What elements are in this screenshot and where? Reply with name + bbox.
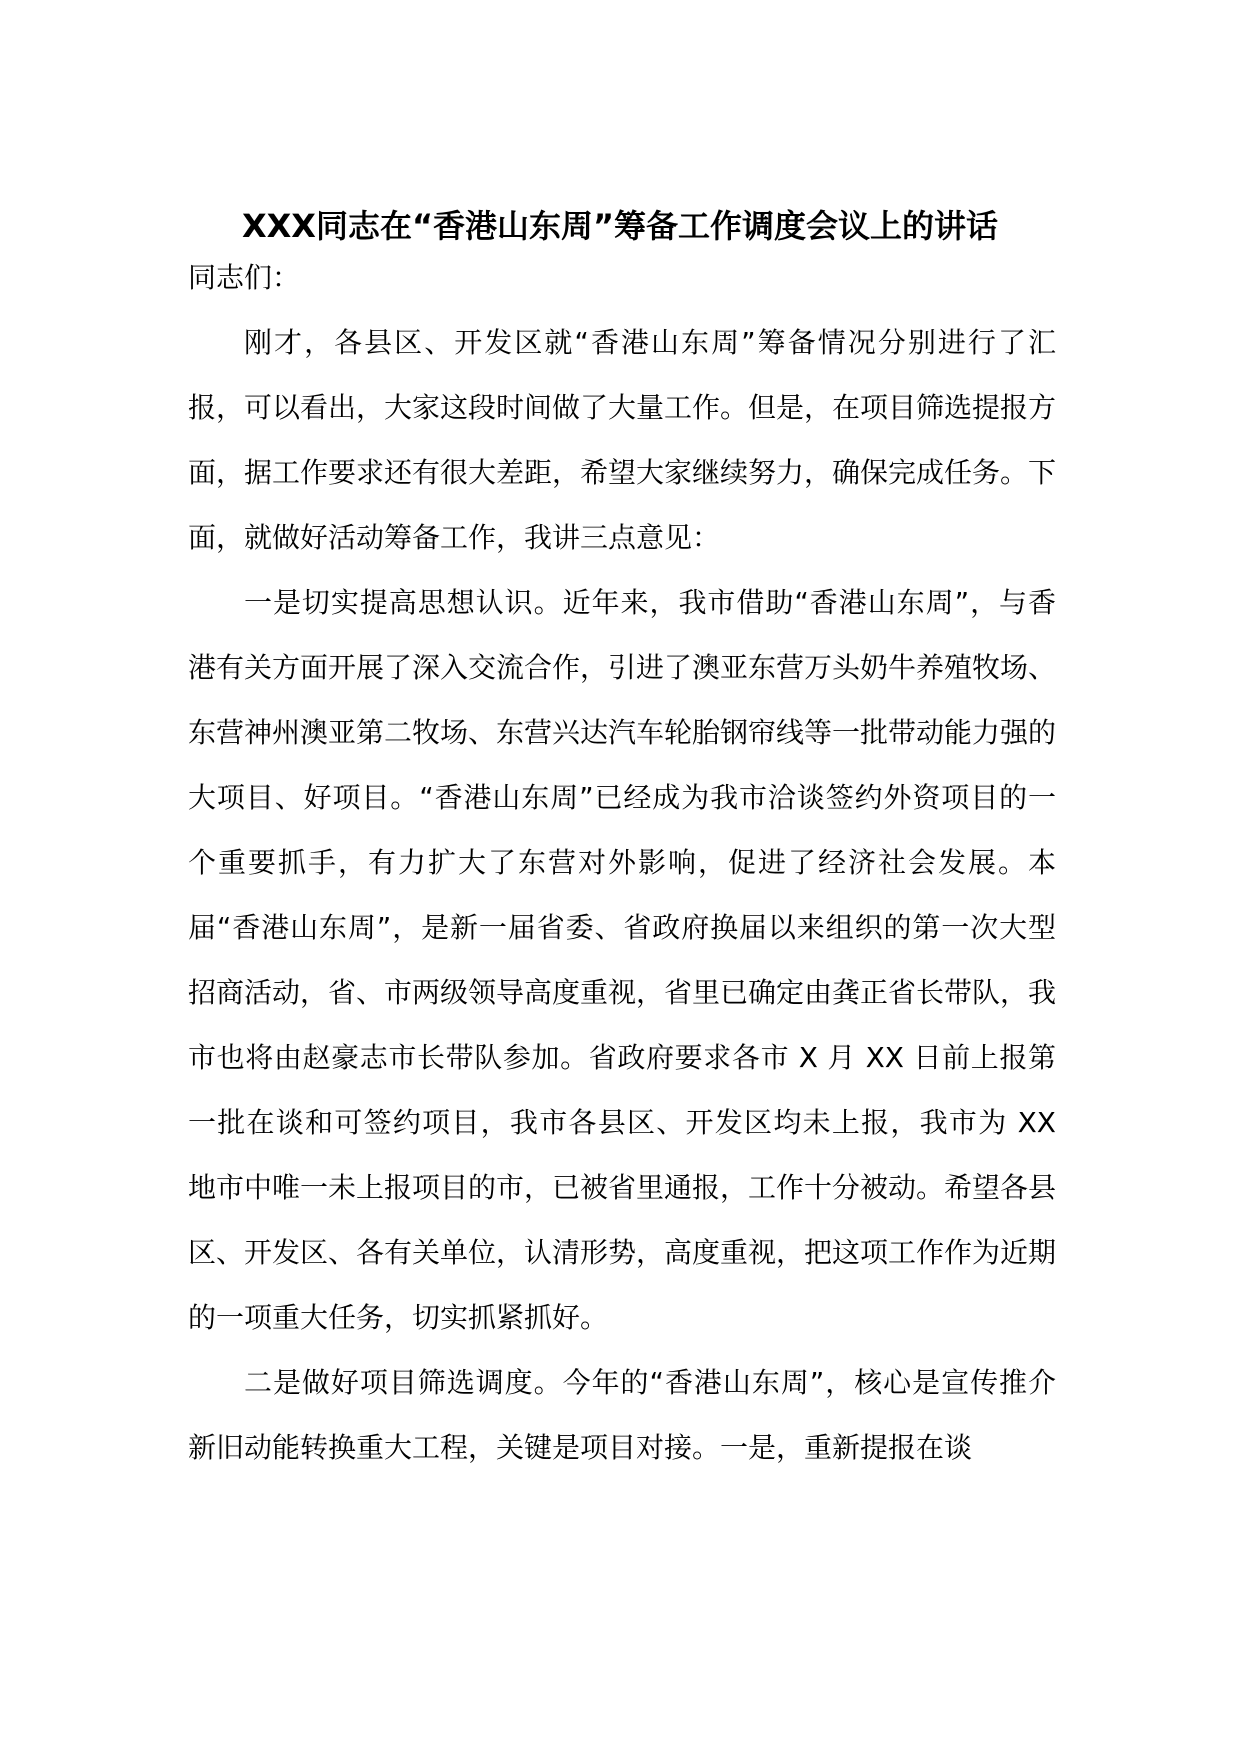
document-body: [188, 245, 1056, 1480]
paragraph-point-two: 二是做好项目筛选调度。今年的“香港山东周”，核心是宣传推介新旧动能转换重大工程，关键是项目对接。一是，重新提报在谈: [188, 1366, 1056, 1464]
salutation: 同志们：: [188, 261, 301, 294]
document-title: XXX同志在“香港山东周”筹备工作调度会议上的讲话: [241, 207, 999, 245]
paragraph-point-one: 一是切实提高思想认识。近年来，我市借助“香港山东周”，与香港有关方面开展了深入交流合作，引进了澳亚东营万头奶牛养殖牧场、东营神州澳亚第二牧场、东营兴达汽车轮胎钢帘线等一批带动能力强的大项目、好项目。“香港山东周”已经成为我市洽谈签约外资项目的一个重要抓手，有力扩大了东营对外影响，促进了经济社会发展。本届“香港山东周”，是新一届省委、省政府换届以来组织的第一次大型招商活动，省、市两级领导高度重视，省里已确定由龚正省长带队，我市也将由赵豪志市长带队参加。省政府要求各市 X 月 XX 日前上报第一批在谈和可签约项目，我市各县区、开发区均未上报，我市为 XX 地市中唯一未上报项目的市，已被省里通报，工作十分被动。希望各县区、开发区、各有关单位，认清形势，高度重视，把这项工作作为近期的一项重大任务，切实抓紧抓好。: [188, 586, 1057, 1334]
paragraph-intro: 刚才，各县区、开发区就“香港山东周”筹备情况分别进行了汇报，可以看出，大家这段时间做了大量工作。但是，在项目筛选提报方面，据工作要求还有很大差距，希望大家继续努力，确保完成任务。下面，就做好活动筹备工作，我讲三点意见：: [188, 326, 1057, 554]
